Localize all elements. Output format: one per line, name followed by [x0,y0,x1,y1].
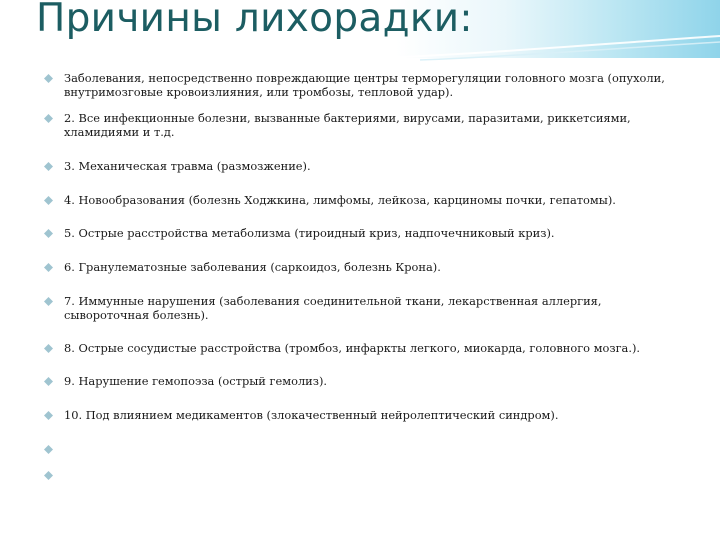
list-item-text: Заболевания, непосредственно повреждающие центры терморегуляции головного мозга (опухоли, внутримозговые кровоизлияния, или тромбозы, тепловой удар). [64,71,665,99]
list-item-text: 5. Острые расстройства метаболизма (тироидный криз, надпочечниковый криз). [64,226,555,240]
bullet-list [44,72,684,489]
list-item [44,72,684,112]
list-item [44,443,684,469]
list-item-text: 4. Новообразования (болезнь Ходжкина, лимфомы, лейкоза, карциномы почки, гепатомы). [64,193,616,207]
diamond-bullet-icon [44,344,53,353]
diamond-bullet-icon [44,471,53,480]
diamond-bullet-icon [44,377,53,386]
list-item-text: 10. Под влиянием медикаментов (злокачественный нейролептический синдром). [64,408,559,422]
diamond-bullet-icon [44,263,53,272]
list-item [44,112,684,160]
list-item-text: 7. Иммунные нарушения (заболевания соединительной ткани, лекарственная аллергия, сывороточная болезнь). [64,294,602,322]
list-item [44,194,684,227]
diamond-bullet-icon [44,445,53,454]
list-item [44,469,684,489]
list-item-text: 9. Нарушение гемопоэза (острый гемолиз). [64,374,328,388]
diamond-bullet-icon [44,74,53,83]
list-item-text: 3. Механическая травма (размозжение). [64,159,311,173]
diamond-bullet-icon [44,411,53,420]
diamond-bullet-icon [44,229,53,238]
diamond-bullet-icon [44,196,53,205]
slide-title: Причины лихорадки: [36,0,473,41]
list-item [44,375,684,409]
diamond-bullet-icon [44,114,53,123]
list-item [44,295,684,342]
list-item [44,261,684,295]
list-item [44,227,684,261]
list-item [44,409,684,443]
list-item [44,160,684,194]
list-item-text: 2. Все инфекционные болезни, вызванные бактериями, вирусами, паразитами, риккетсиями, хламидиями и т.д. [64,111,631,139]
list-item-text: 6. Гранулематозные заболевания (саркоидоз, болезнь Крона). [64,260,441,274]
diamond-bullet-icon [44,162,53,171]
diamond-bullet-icon [44,297,53,306]
list-item [44,342,684,375]
list-item-text: 8. Острые сосудистые расстройства (тромбоз, инфаркты легкого, миокарда, головного мозга.). [64,341,641,355]
